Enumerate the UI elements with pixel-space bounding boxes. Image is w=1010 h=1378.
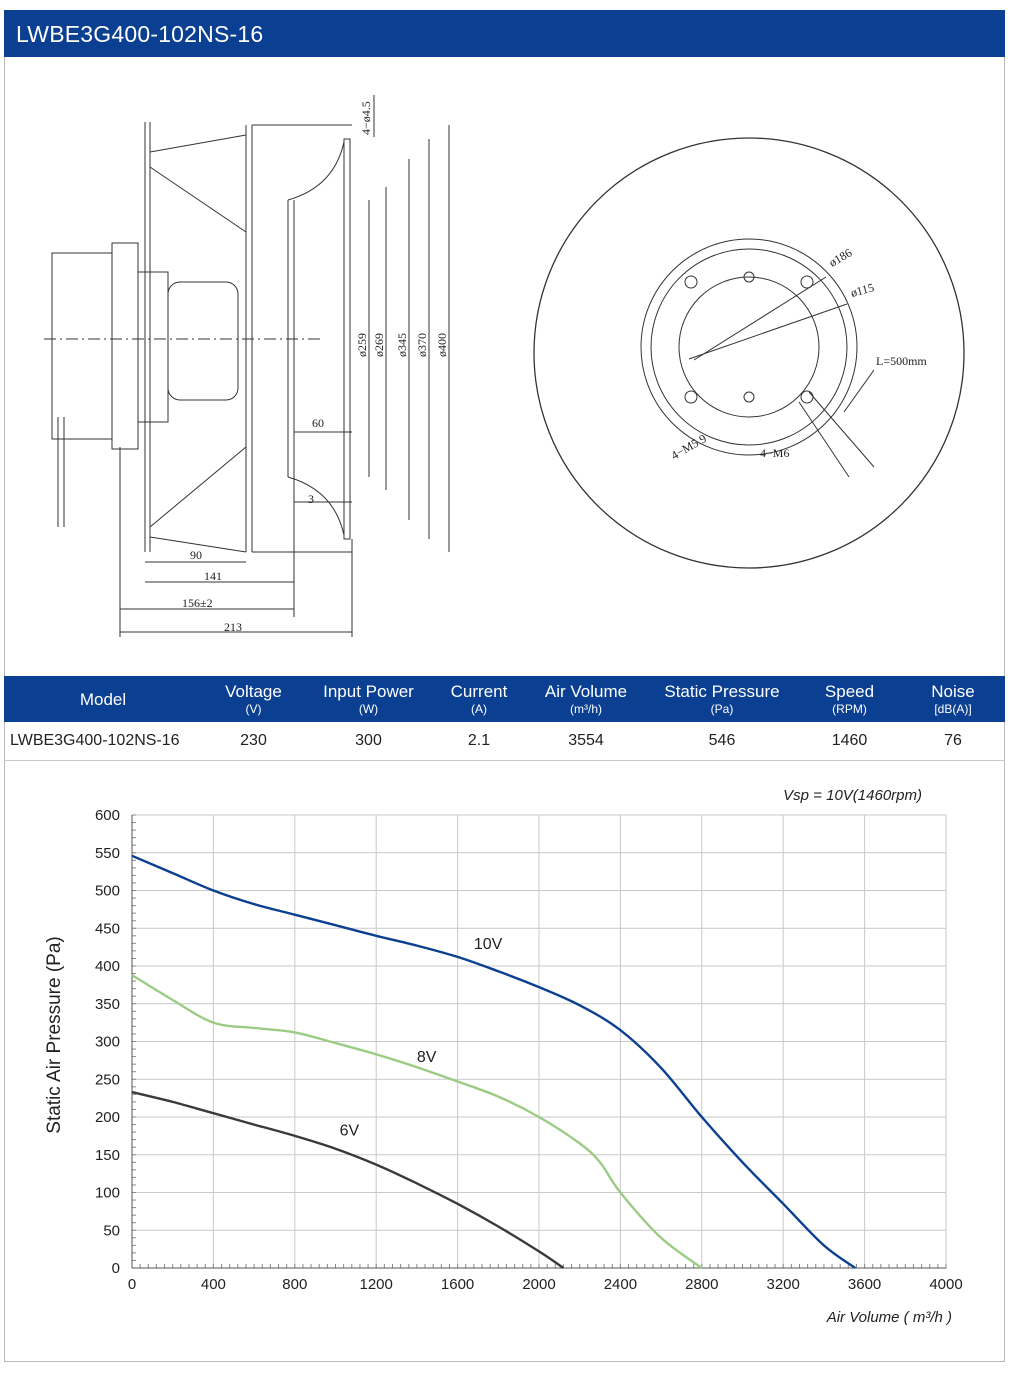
- y-tick-label: 400: [94, 958, 120, 975]
- y-tick-label: 500: [94, 882, 120, 900]
- col-current: Current (A): [432, 676, 526, 722]
- dim-d400: ø400: [435, 333, 449, 357]
- col-voltage: Voltage (V): [202, 676, 305, 722]
- drawing-svg: [4, 57, 1005, 673]
- motor-rotor: [138, 272, 168, 422]
- cell-current: 2.1: [432, 722, 526, 761]
- y-tick-label: 600: [94, 807, 120, 824]
- col-input-power: Input Power (W): [305, 676, 432, 722]
- table-header-row: [4, 676, 1005, 722]
- x-tick-label: 3200: [766, 1276, 800, 1293]
- x-tick-label: 0: [127, 1276, 137, 1293]
- series-line-8v: [132, 975, 702, 1268]
- dim-hole: 4−ø4.5: [359, 101, 373, 135]
- thread-m5: 4−M5 9: [668, 431, 709, 463]
- cell-voltage: 230: [202, 722, 305, 761]
- y-tick-label: 100: [94, 1184, 120, 1202]
- series-label-6v: 6V: [339, 1122, 360, 1140]
- x-axis-label: Air Volume ( m³/h ): [826, 1309, 952, 1326]
- col-model: Model: [4, 676, 202, 722]
- x-tick-label: 4000: [929, 1276, 963, 1293]
- dim-90: 90: [190, 548, 202, 562]
- cell-air-volume: 3554: [526, 722, 646, 761]
- chart-svg: [4, 760, 1005, 1360]
- thread-m6: 4−M6: [760, 446, 790, 460]
- y-tick-label: 250: [94, 1071, 120, 1089]
- col-static-pressure: Static Pressure (Pa): [646, 676, 798, 722]
- dim-d370: ø370: [415, 333, 429, 357]
- x-tick-label: 400: [200, 1276, 226, 1293]
- x-tick-label: 2000: [522, 1276, 556, 1293]
- x-tick-label: 2800: [685, 1276, 719, 1293]
- chart-series: [132, 856, 855, 1268]
- motor-flange: [112, 243, 138, 449]
- series-label-8v: 8V: [416, 1049, 437, 1067]
- series-line-10v: [132, 856, 855, 1268]
- y-tick-label: 450: [94, 920, 120, 938]
- cell-speed: 1460: [798, 722, 901, 761]
- motor-housing: [52, 253, 112, 439]
- spec-table: [4, 676, 1005, 761]
- series-label-10v: 10V: [473, 935, 503, 953]
- cell-input-power: 300: [305, 722, 432, 761]
- x-tick-label: 3600: [847, 1276, 882, 1293]
- dim-d345: ø345: [395, 333, 409, 357]
- chart-axes: [95, 807, 963, 1293]
- dim-60: 60: [312, 416, 324, 430]
- y-tick-label: 550: [94, 844, 120, 862]
- cable-length: L=500mm: [876, 354, 927, 368]
- series-line-6v: [132, 1092, 563, 1268]
- x-tick-label: 2400: [603, 1276, 638, 1293]
- y-tick-label: 150: [94, 1146, 120, 1164]
- page-title: LWBE3G400-102NS-16: [16, 21, 264, 47]
- x-tick-label: 1200: [359, 1276, 393, 1293]
- side-view: [44, 95, 449, 637]
- y-tick-label: 50: [103, 1222, 120, 1240]
- col-noise: Noise [dB(A)]: [901, 676, 1005, 722]
- table-row: [4, 722, 1005, 761]
- chart-grid: [132, 815, 946, 1268]
- y-tick-label: 0: [111, 1260, 120, 1277]
- y-tick-label: 300: [94, 1033, 120, 1051]
- x-tick-label: 800: [282, 1276, 308, 1293]
- dim-141: 141: [204, 569, 222, 583]
- y-tick-label: 200: [94, 1109, 120, 1126]
- performance-chart: [4, 760, 1005, 1360]
- col-speed: Speed (RPM): [798, 676, 901, 722]
- motor-hub: [168, 282, 238, 400]
- cell-model: LWBE3G400-102NS-16: [4, 722, 202, 761]
- front-view: [534, 138, 964, 568]
- dim-156: 156±2: [182, 596, 213, 610]
- cell-static-pressure: 546: [646, 722, 798, 761]
- chart-annotation: Vsp = 10V(1460rpm): [783, 787, 922, 804]
- dim-d269: ø269: [372, 333, 386, 357]
- dim-d259: ø259: [355, 333, 369, 357]
- col-air-volume: Air Volume (m³/h): [526, 676, 646, 722]
- dim-3: 3: [308, 492, 314, 506]
- x-tick-label: 1600: [440, 1276, 475, 1293]
- dim-d186: ø186: [826, 245, 855, 270]
- dim-d115: ø115: [849, 280, 876, 300]
- y-tick-label: 350: [94, 995, 120, 1013]
- cell-noise: 76: [901, 722, 1005, 761]
- title-bar: [4, 10, 1005, 57]
- technical-drawing: [4, 57, 1005, 673]
- y-axis-label: Static Air Pressure (Pa): [44, 936, 65, 1134]
- dim-213: 213: [224, 620, 242, 634]
